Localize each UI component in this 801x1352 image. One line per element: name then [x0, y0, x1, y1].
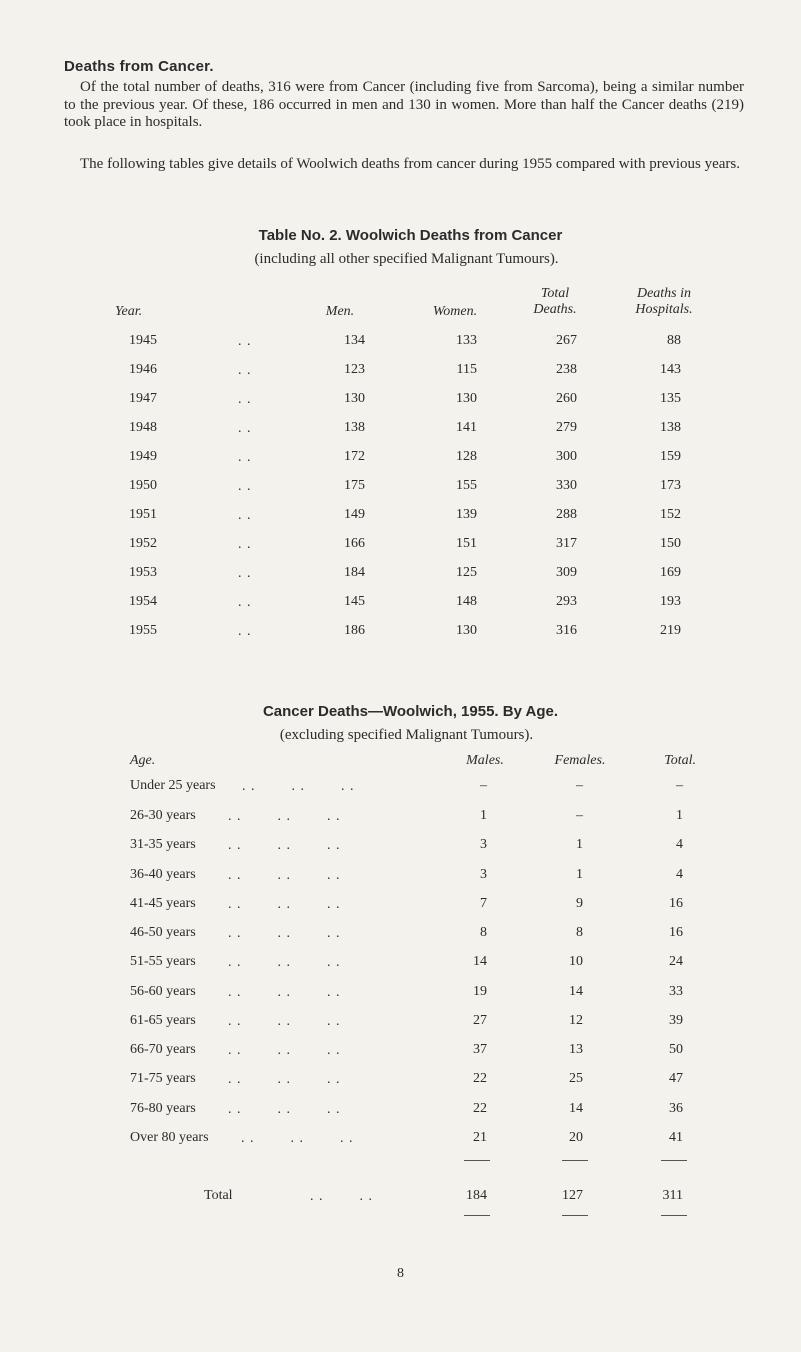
- table1-cell-year: 1955: [129, 623, 157, 638]
- table1-header-hospitals-line1: Deaths in: [636, 286, 692, 301]
- table2-cell-males: 1: [480, 808, 487, 823]
- table1-header-total: [515, 286, 595, 318]
- table1-cell-total: 267: [556, 333, 577, 348]
- table2-cell-females: 1: [576, 837, 583, 853]
- table1-cell-total: 288: [556, 507, 577, 522]
- table2-cell-age: 66-70 years: [130, 1042, 196, 1057]
- leader-dots: . .: [238, 624, 252, 639]
- table2-cell-males: 37: [473, 1042, 487, 1057]
- leader-dots: . . . . . .: [228, 809, 341, 824]
- table2-cell-age: Under 25 years: [130, 778, 216, 793]
- table1-cell-year: 1950: [129, 478, 157, 493]
- table1-cell-year: 1952: [129, 536, 157, 551]
- table1-cell-men: 172: [344, 449, 365, 464]
- leader-dots: . . . . . .: [228, 896, 341, 912]
- table1-cell-year: 1954: [129, 594, 157, 609]
- leader-dots: . .: [238, 334, 252, 349]
- table2-total-females: 127: [562, 1188, 583, 1203]
- table1-header-men: Men.: [325, 304, 355, 319]
- paragraph-2: The following tables give details of Woolwich deaths from cancer during 1955 compared with previous years.: [80, 156, 740, 172]
- table2-cell-females: 14: [569, 983, 583, 999]
- table1-header-year: Year.: [115, 304, 143, 319]
- leader-dots: . .: [238, 421, 252, 436]
- leader-dots: . .: [238, 363, 252, 378]
- table1-header-hospitals: [612, 286, 716, 318]
- table2-cell-total: –: [676, 778, 683, 793]
- table1-cell-total: 300: [556, 449, 577, 464]
- table2-cell-females: 25: [569, 1071, 583, 1087]
- table1-cell-women: 130: [456, 623, 477, 638]
- table2-cell-age: 71-75 years: [130, 1071, 196, 1087]
- leader-dots: . .: [238, 392, 252, 407]
- table1-cell-year: 1946: [129, 362, 157, 377]
- table1-cell-hospitals: 135: [660, 391, 681, 406]
- table2-cell-females: 1: [576, 866, 583, 882]
- table1-header-total-line1: Total: [540, 286, 570, 301]
- page-number: 8: [397, 1266, 404, 1281]
- table1-cell-women: 151: [456, 536, 477, 551]
- table2-cell-males: –: [480, 778, 487, 793]
- table1-cell-total: 316: [556, 623, 577, 638]
- table2-cell-age: 36-40 years: [130, 866, 196, 882]
- table1-cell-men: 166: [344, 536, 365, 551]
- leader-dots: . .: [238, 595, 252, 610]
- table2-cell-total: 4: [676, 866, 683, 882]
- table1-cell-total: 317: [556, 536, 577, 551]
- table2-cell-females: 12: [569, 1012, 583, 1028]
- leader-dots: . . . . . .: [242, 779, 355, 794]
- table2-cell-total: 24: [669, 954, 683, 970]
- table1-header-hospitals-line2: Hospitals.: [635, 302, 693, 317]
- leader-dots: . . . . . .: [228, 1101, 341, 1117]
- table2-cell-total: 50: [669, 1042, 683, 1057]
- leader-dots: . .: [238, 508, 252, 523]
- table2-cell-age: 31-35 years: [130, 837, 196, 853]
- table2-cell-total: 47: [669, 1071, 683, 1087]
- table1-cell-hospitals: 159: [660, 449, 681, 464]
- table1-cell-hospitals: 143: [660, 362, 681, 377]
- table2-cell-age: 61-65 years: [130, 1012, 196, 1028]
- table1-cell-total: 293: [556, 594, 577, 609]
- leader-dots: . . . . . .: [228, 955, 341, 971]
- table2-rule-above-total: [464, 1160, 490, 1161]
- table1-cell-hospitals: 150: [660, 536, 681, 551]
- table1-cell-year: 1951: [129, 507, 157, 522]
- table2-cell-age: 46-50 years: [130, 925, 196, 940]
- table1-cell-hospitals: 193: [660, 594, 681, 609]
- table1-cell-men: 130: [344, 391, 365, 406]
- table2-header-total: Total.: [664, 753, 696, 768]
- leader-dots: . . . . . .: [228, 867, 341, 883]
- table1-cell-men: 145: [344, 594, 365, 609]
- table1-cell-year: 1949: [129, 449, 157, 464]
- table2-rule-below-total: [661, 1215, 687, 1216]
- table2-rule-above-total: [661, 1160, 687, 1161]
- table2-cell-males: 22: [473, 1100, 487, 1116]
- table1-cell-year: 1948: [129, 420, 157, 435]
- table2-total-label: Total: [204, 1188, 233, 1203]
- table2-cell-females: –: [576, 808, 583, 823]
- table1-cell-hospitals: 138: [660, 420, 681, 435]
- table1-cell-women: 128: [456, 449, 477, 464]
- table2-cell-females: 20: [569, 1129, 583, 1145]
- table1-cell-women: 133: [456, 333, 477, 348]
- table1-header-women: Women.: [432, 304, 478, 319]
- table2-cell-total: 33: [669, 983, 683, 999]
- table2-cell-total: 1: [676, 808, 683, 823]
- leader-dots: . .: [238, 537, 252, 552]
- table1-cell-men: 138: [344, 420, 365, 435]
- leader-dots: . .: [238, 479, 252, 494]
- table2-cell-age: 56-60 years: [130, 983, 196, 999]
- table2-header-males: Males.: [466, 753, 504, 768]
- table2-cell-total: 16: [669, 925, 683, 940]
- table1-cell-women: 141: [456, 420, 477, 435]
- section-heading: Deaths from Cancer.: [64, 58, 214, 75]
- table1-cell-year: 1947: [129, 391, 157, 406]
- leader-dots: . .: [238, 566, 252, 581]
- table2-cell-females: 14: [569, 1100, 583, 1116]
- table1-cell-hospitals: 173: [660, 478, 681, 493]
- table2-cell-males: 22: [473, 1071, 487, 1087]
- table1-cell-hospitals: 219: [660, 623, 681, 638]
- leader-dots: . . . .: [310, 1189, 373, 1204]
- table1-cell-men: 184: [344, 565, 365, 580]
- table2-cell-males: 8: [480, 925, 487, 940]
- table1-header-total-line2: Deaths.: [533, 302, 577, 317]
- leader-dots: . . . . . .: [228, 984, 341, 1000]
- table2-rule-below-total: [464, 1215, 490, 1216]
- table1-cell-women: 115: [456, 362, 477, 377]
- table2-cell-males: 19: [473, 983, 487, 999]
- paragraph-1: Of the total number of deaths, 316 were from Cancer (including five from Sarcoma), being a similar number to the previous year. Of these, 186 occurred in men and 130 in women. More than half the Cancer deaths (219) took place in hospitals.: [64, 79, 744, 130]
- table1-cell-hospitals: 152: [660, 507, 681, 522]
- table2-cell-females: 10: [569, 954, 583, 970]
- table1-cell-total: 260: [556, 391, 577, 406]
- table1-cell-men: 149: [344, 507, 365, 522]
- leader-dots: . .: [238, 450, 252, 465]
- table2-title: Cancer Deaths—Woolwich, 1955. By Age.: [262, 703, 559, 720]
- table2-cell-females: 8: [576, 925, 583, 940]
- table2-cell-males: 7: [480, 895, 487, 911]
- table2-cell-males: 21: [473, 1129, 487, 1145]
- table1-cell-men: 175: [344, 478, 365, 493]
- table2-cell-age: 76-80 years: [130, 1100, 196, 1116]
- table2-cell-total: 16: [669, 895, 683, 911]
- table2-cell-total: 4: [676, 837, 683, 853]
- table2-cell-females: 13: [569, 1042, 583, 1057]
- table1-cell-total: 309: [556, 565, 577, 580]
- table2-cell-males: 14: [473, 954, 487, 970]
- table1-cell-total: 279: [556, 420, 577, 435]
- table2-cell-age: 41-45 years: [130, 895, 196, 911]
- table1-cell-women: 130: [456, 391, 477, 406]
- table1-cell-hospitals: 169: [660, 565, 681, 580]
- table2-total-total: 311: [662, 1188, 683, 1203]
- table1-cell-total: 238: [556, 362, 577, 377]
- table2-cell-age: 26-30 years: [130, 808, 196, 823]
- table1-title: Table No. 2. Woolwich Deaths from Cancer: [258, 227, 563, 244]
- table2-cell-males: 27: [473, 1012, 487, 1028]
- table2-cell-total: 36: [669, 1100, 683, 1116]
- table2-cell-total: 41: [669, 1129, 683, 1145]
- table2-total-males: 184: [466, 1188, 487, 1203]
- table1-cell-year: 1945: [129, 333, 157, 348]
- table1-cell-year: 1953: [129, 565, 157, 580]
- table1-cell-women: 155: [456, 478, 477, 493]
- table2-cell-total: 39: [669, 1012, 683, 1028]
- table1-cell-women: 125: [456, 565, 477, 580]
- leader-dots: . . . . . .: [228, 1072, 341, 1088]
- table2-header-females: Females.: [554, 753, 606, 768]
- table2-header-age: Age.: [130, 753, 156, 768]
- table1-cell-men: 134: [344, 333, 365, 348]
- table2-rule-above-total: [562, 1160, 588, 1161]
- leader-dots: . . . . . .: [228, 1013, 341, 1029]
- leader-dots: . . . . . .: [228, 1043, 341, 1058]
- table1-subtitle: (including all other specified Malignant Tumours).: [254, 251, 559, 267]
- table2-cell-females: –: [576, 778, 583, 793]
- leader-dots: . . . . . .: [228, 838, 341, 854]
- table1-cell-women: 139: [456, 507, 477, 522]
- table2-subtitle: (excluding specified Malignant Tumours).: [279, 727, 534, 743]
- table1-cell-total: 330: [556, 478, 577, 493]
- table2-cell-age: 51-55 years: [130, 954, 196, 970]
- table1-cell-men: 186: [344, 623, 365, 638]
- table1-cell-women: 148: [456, 594, 477, 609]
- table2-cell-females: 9: [576, 895, 583, 911]
- table2-cell-males: 3: [480, 837, 487, 853]
- table2-cell-males: 3: [480, 866, 487, 882]
- leader-dots: . . . . . .: [228, 926, 341, 941]
- table2-rule-below-total: [562, 1215, 588, 1216]
- leader-dots: . . . . . .: [241, 1130, 354, 1146]
- table2-cell-age: Over 80 years: [130, 1129, 209, 1145]
- table1-cell-hospitals: 88: [667, 333, 681, 348]
- table1-cell-men: 123: [344, 362, 365, 377]
